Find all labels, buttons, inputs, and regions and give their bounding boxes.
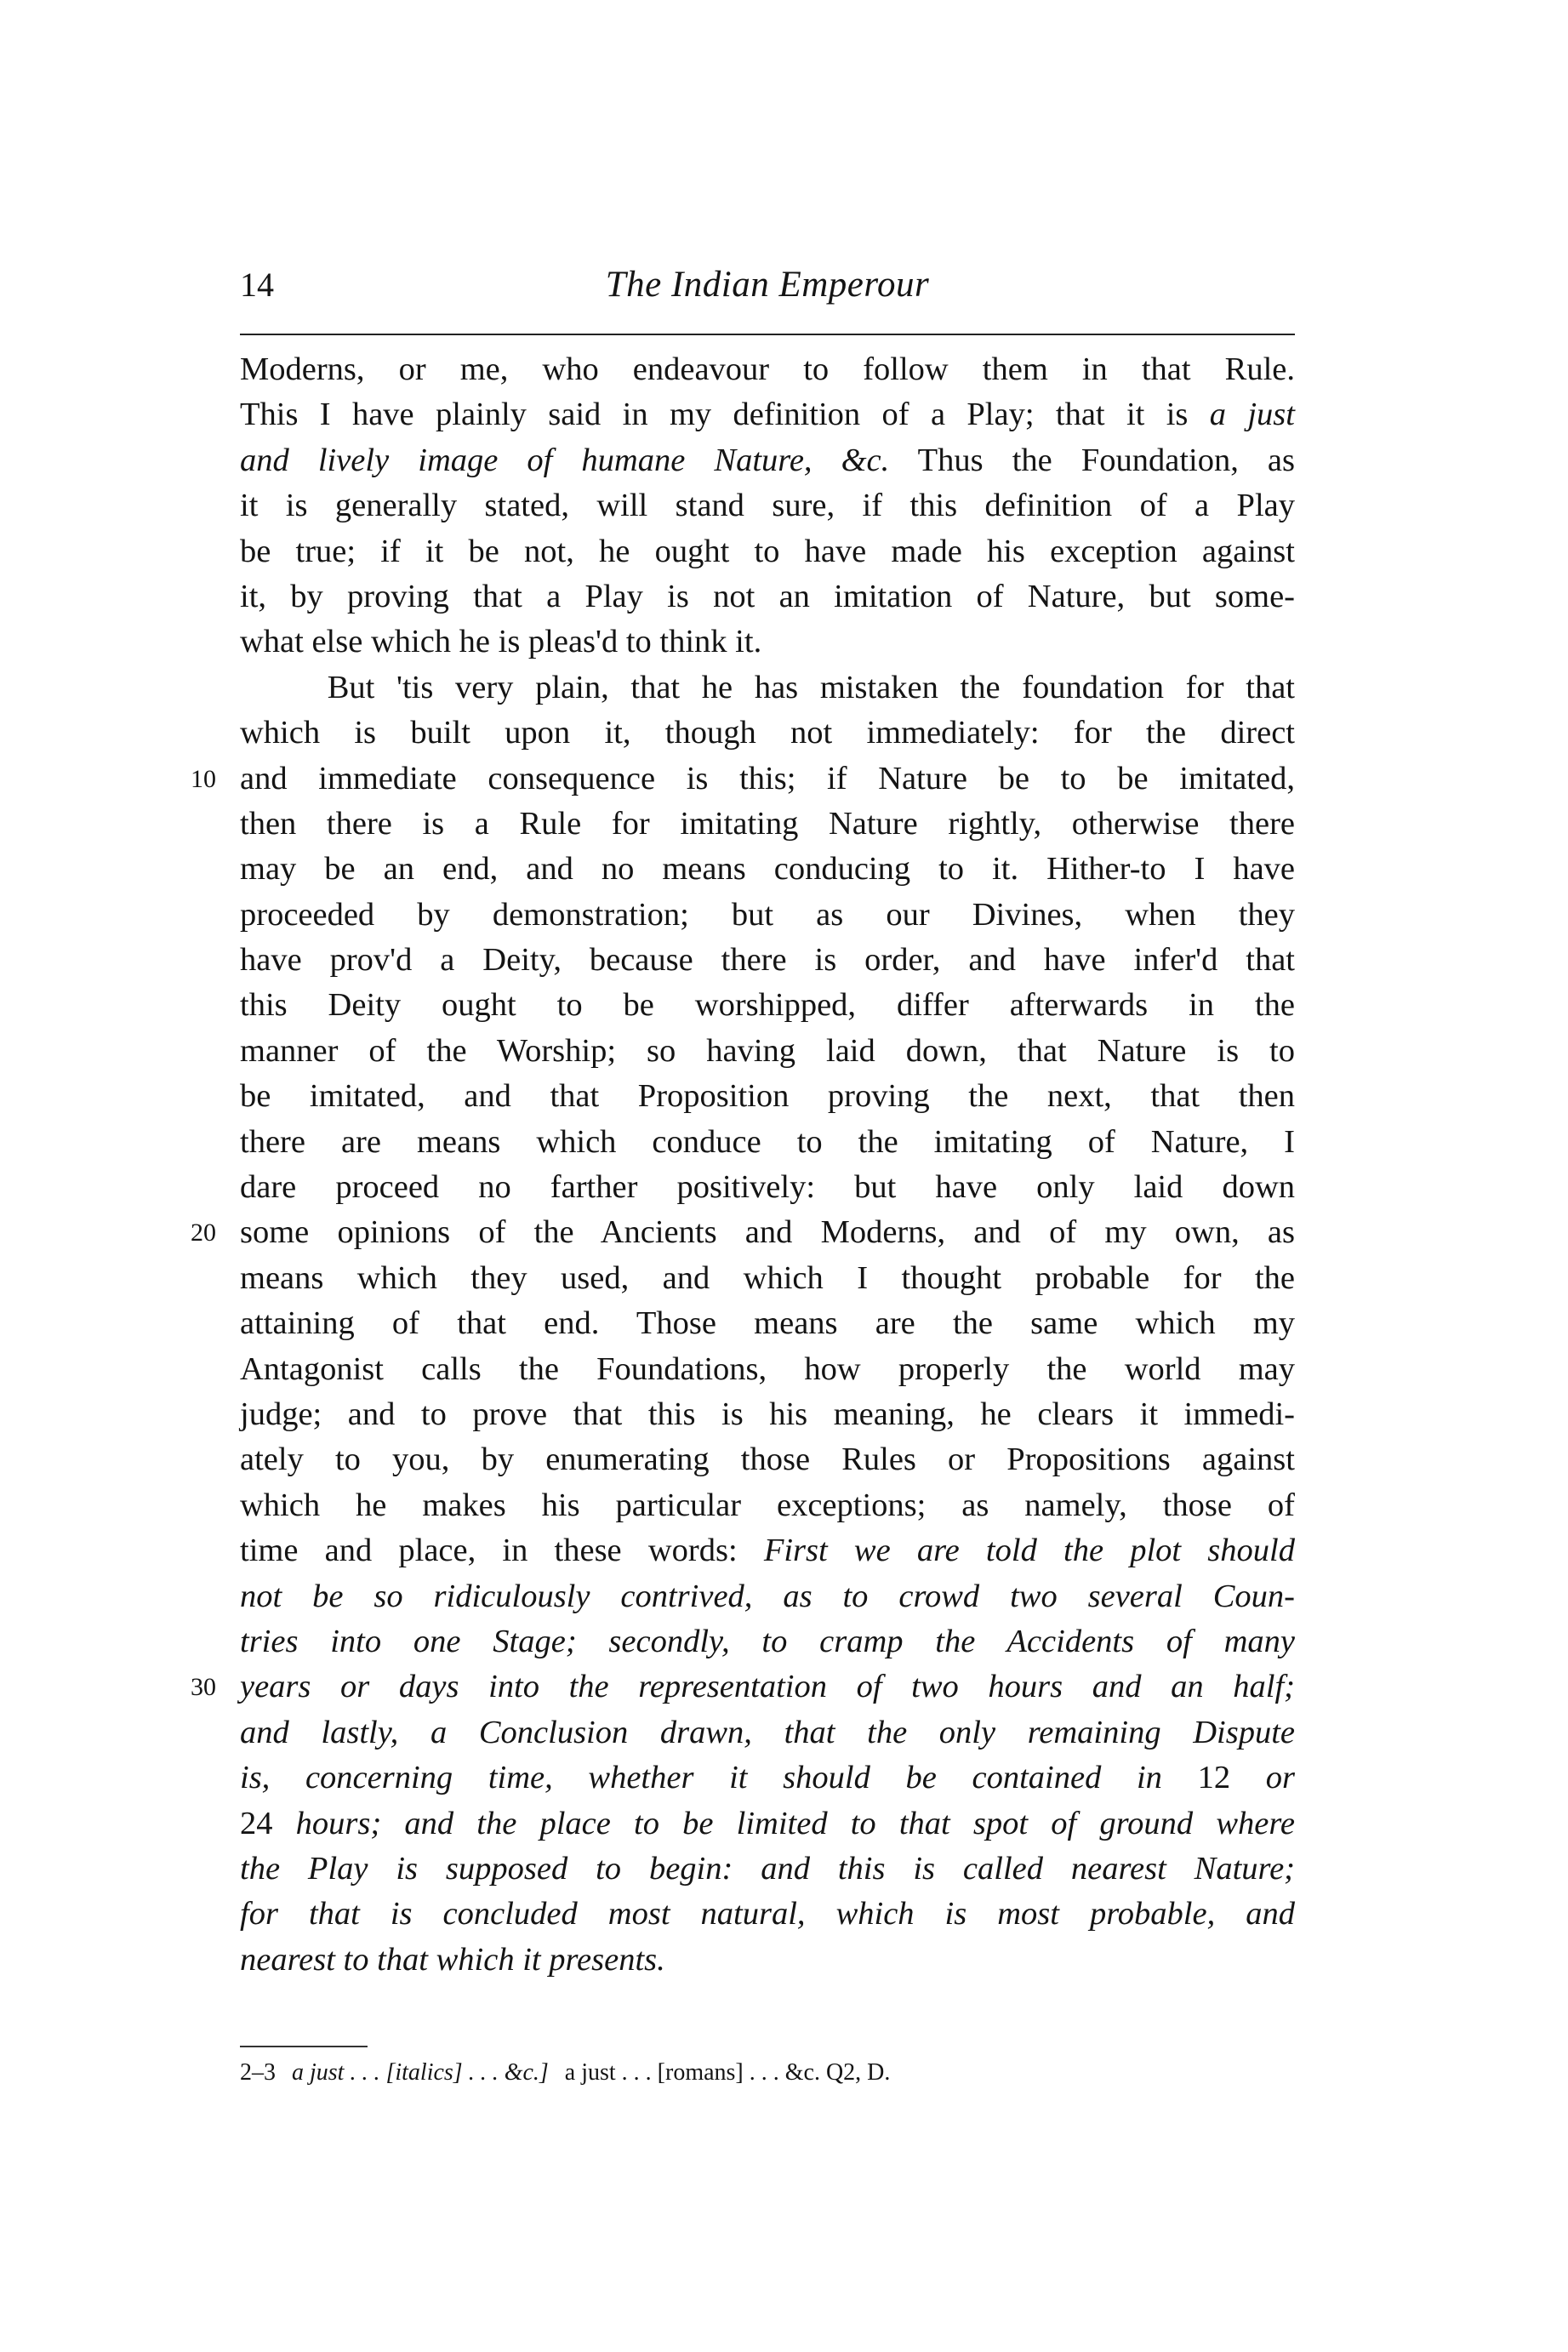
roman-text: manner of the Worship; so having laid down, that Nature is to [240, 1032, 1295, 1069]
text-line [240, 1347, 1295, 1392]
text-line [240, 711, 1295, 756]
italic-text: and lively image of humane Nature, &c. [240, 442, 890, 478]
roman-text: Moderns, or me, who endeavour to follow them in that Rule. [240, 351, 1295, 387]
text-line [240, 1847, 1295, 1892]
roman-text: proceeded by demonstration; but as our Divines, when they [240, 896, 1295, 933]
roman-text: Antagonist calls the Foundations, how properly the world may [240, 1350, 1295, 1387]
text-line [240, 483, 1295, 528]
text-line [240, 1574, 1295, 1619]
text-line [240, 802, 1295, 847]
roman-text: be true; if it be not, he ought to have made his exception against [240, 533, 1295, 569]
roman-text: this Deity ought to be worshipped, differ afterwards in the [240, 987, 1295, 1024]
roman-text: and immediate consequence is this; if Nature be to be imitated, [240, 760, 1295, 796]
text-line [240, 1392, 1295, 1437]
text-line [240, 1437, 1295, 1482]
roman-text: which he makes his particular exceptions; as namely, those of [240, 1487, 1295, 1523]
roman-text: But 'tis very plain, that he has mistaken the foundation for that [240, 669, 1295, 705]
footnote-lemma: a just . . . [italics] . . . &c.] [292, 2059, 549, 2086]
roman-text: may be an end, and no means conducing to it. Hither-to I have [240, 851, 1295, 888]
italic-text: the Play is supposed to begin: and this is called nearest Nature; [240, 1850, 1295, 1887]
italic-text: a just [1209, 397, 1295, 433]
italic-text: and lastly, a Conclusion drawn, that the only remaining Dispute [240, 1714, 1295, 1750]
italic-text: years or days into the representation of two hours and an half; [240, 1669, 1295, 1705]
text-line [240, 438, 1295, 483]
text-line [240, 529, 1295, 574]
roman-text: Thus the Foundation, as [889, 442, 1295, 478]
text-line [240, 574, 1295, 619]
roman-text: there are means which conduce to the imitating of Nature, I [240, 1123, 1295, 1160]
roman-text: some opinions of the Ancients and Moderns, and of my own, as [240, 1214, 1295, 1251]
text-line [240, 847, 1295, 892]
text-line [240, 392, 1295, 437]
roman-text: time and place, in these words: [240, 1533, 764, 1569]
roman-text: it, by proving that a Play is not an imitation of Nature, but some- [240, 578, 1295, 614]
text-line [240, 1029, 1295, 1074]
text-line [240, 619, 1295, 665]
text-line [240, 1892, 1295, 1937]
text-line [240, 1301, 1295, 1346]
roman-text: 12 [1197, 1760, 1231, 1796]
text-line [240, 1755, 1295, 1801]
italic-text: not be so ridiculously contrived, as to crowd two several Coun- [240, 1578, 1295, 1614]
running-title: The Indian Emperour [605, 265, 930, 305]
roman-text: ately to you, by enumerating those Rules or Propositions against [240, 1441, 1295, 1478]
roman-text: means which they used, and which I thought probable for the [240, 1259, 1295, 1296]
roman-text: judge; and to prove that this is his meaning, he clears it immedi- [240, 1396, 1295, 1432]
roman-text: 24 [240, 1805, 273, 1841]
italic-text: nearest to that which it presents. [240, 1941, 665, 1978]
roman-text: dare proceed no farther positively: but have only laid down [240, 1169, 1295, 1206]
body-text [191, 347, 1296, 1983]
text-line [240, 1938, 1295, 1983]
text-line [240, 983, 1295, 1028]
text-line [191, 756, 1295, 802]
roman-text: have prov'd a Deity, because there is order, and have infer'd that [240, 942, 1295, 979]
page-header [240, 255, 1295, 315]
page-number: 14 [240, 265, 274, 304]
italic-text: for that is concluded most natural, which is most probable, and [240, 1896, 1295, 1932]
line-number: 10 [191, 764, 216, 793]
roman-text: what else which he is pleas'd to think it. [240, 624, 762, 660]
line-number: 20 [191, 1219, 216, 1247]
line-number: 30 [191, 1673, 216, 1702]
roman-text: This I have plainly said in my definition of a Play; that it is [240, 397, 1210, 433]
text-line [240, 1619, 1295, 1664]
text-line [240, 1710, 1295, 1755]
text-line [240, 938, 1295, 983]
roman-text: then there is a Rule for imitating Nature rightly, otherwise there [240, 805, 1295, 842]
roman-text: be imitated, and that Proposition proving the next, that then [240, 1078, 1295, 1115]
text-line [240, 1801, 1295, 1847]
text-line [240, 1165, 1295, 1210]
text-line [240, 1528, 1295, 1573]
roman-text: attaining of that end. Those means are the same which my [240, 1305, 1295, 1342]
header-rule [240, 334, 1295, 335]
text-line [240, 1256, 1295, 1301]
footnote-line-ref: 2–3 [240, 2059, 276, 2086]
italic-text: First we are told the plot should [763, 1533, 1295, 1569]
text-line [240, 893, 1295, 938]
text-line [240, 347, 1295, 392]
roman-text: it is generally stated, will stand sure, if this definition of a Play [240, 488, 1295, 524]
text-line [240, 1074, 1295, 1119]
text-line [240, 1120, 1295, 1165]
roman-text: which is built upon it, though not immediately: for the direct [240, 715, 1295, 751]
textual-footnote [240, 2056, 900, 2090]
italic-text: or [1230, 1760, 1296, 1796]
text-line [191, 1210, 1295, 1255]
footnote-rule [240, 2046, 368, 2047]
italic-text: is, concerning time, whether it should be contained in [240, 1760, 1198, 1796]
text-line [240, 1483, 1295, 1528]
text-line [191, 1664, 1295, 1710]
footnote-variant-reading: a just . . . [romans] . . . &c. Q2, D. [564, 2059, 891, 2086]
text-line [240, 665, 1295, 711]
italic-text: hours; and the place to be limited to that spot of ground where [272, 1805, 1295, 1841]
italic-text: tries into one Stage; secondly, to cramp the Accidents of many [240, 1623, 1295, 1659]
